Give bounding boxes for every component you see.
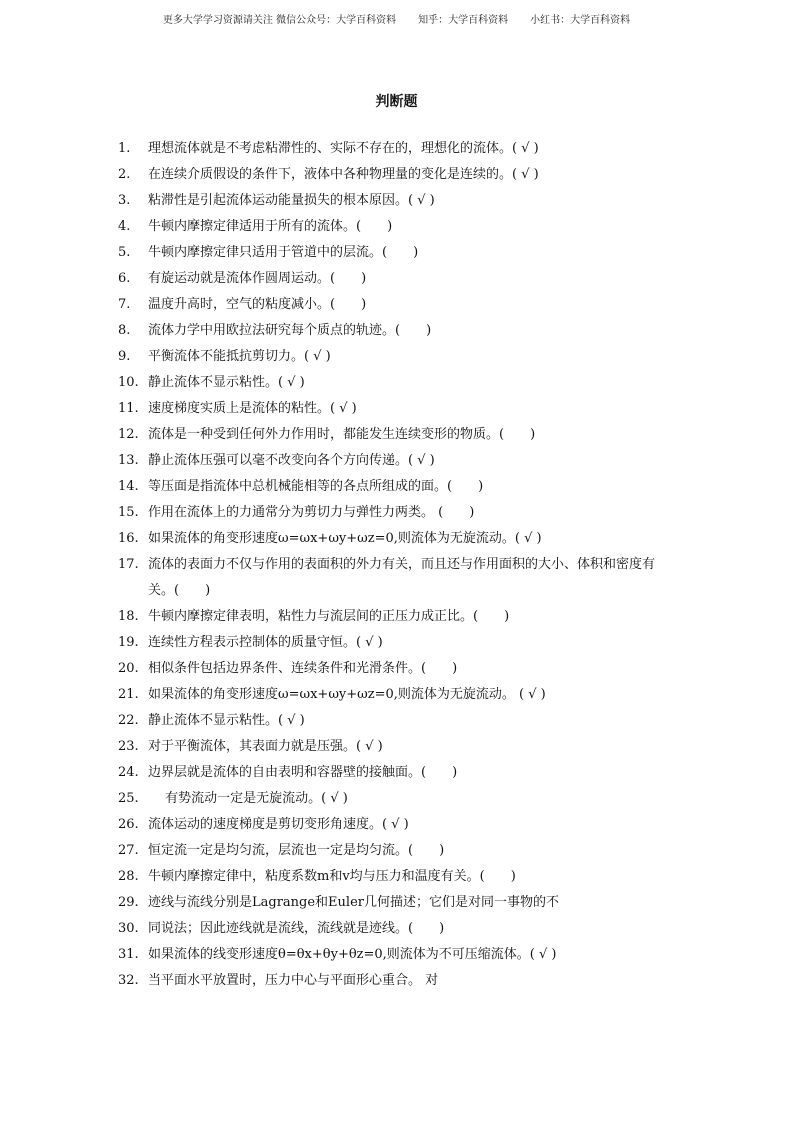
question-number: 32.	[118, 973, 139, 988]
question-text: 作用在流体上的力通常分为剪切力与弹性力两类。 ( )	[148, 505, 475, 520]
question-number: 20.	[118, 661, 139, 676]
question-item	[118, 968, 678, 994]
question-text: 粘滞性是引起流体运动能量损失的根本原因。( √ )	[148, 193, 435, 208]
question-item	[118, 162, 678, 188]
question-number: 23.	[118, 739, 139, 754]
question-text: 有势流动一定是无旋流动。( √ )	[148, 791, 348, 806]
question-number: 3.	[118, 193, 131, 208]
question-text: 牛顿内摩擦定律表明，粘性力与流层间的正压力成正比。( )	[148, 609, 510, 624]
question-item	[118, 760, 678, 786]
question-text: 有旋运动就是流体作圆周运动。( )	[148, 271, 367, 286]
question-number: 8.	[118, 323, 131, 338]
header-wechat: 更多大学学习资源请关注 微信公众号：大学百科资料	[162, 15, 397, 26]
question-number: 18.	[118, 609, 139, 624]
question-item	[118, 266, 678, 292]
question-number: 16.	[118, 531, 139, 546]
question-item	[118, 838, 678, 864]
question-item	[118, 344, 678, 370]
question-text: 牛顿内摩擦定律中，粘度系数m和v均与压力和温度有关。( )	[148, 869, 516, 884]
question-text: 同说法；因此迹线就是流线，流线就是迹线。( )	[148, 921, 445, 936]
question-number: 10.	[118, 375, 139, 390]
question-number: 4.	[118, 219, 131, 234]
question-item	[118, 500, 678, 526]
question-item	[118, 136, 678, 162]
question-text: 理想流体就是不考虑粘滞性的、实际不存在的，理想化的流体。( √ )	[148, 141, 539, 156]
question-item	[118, 526, 678, 552]
question-text: 如果流体的角变形速度ω=ωx+ωy+ωz=0,则流体为无旋流动。 ( √ )	[148, 687, 546, 702]
question-item	[118, 734, 678, 760]
question-text: 静止流体压强可以毫不改变向各个方向传递。( √ )	[148, 453, 435, 468]
question-text: 连续性方程表示控制体的质量守恒。( √ )	[148, 635, 383, 650]
question-item	[118, 214, 678, 240]
question-number: 7.	[118, 297, 131, 312]
question-text: 如果流体的角变形速度ω=ωx+ωy+ωz=0,则流体为无旋流动。( √ )	[148, 531, 542, 546]
question-number: 19.	[118, 635, 139, 650]
question-text: 迹线与流线分别是Lagrange和Euler几何描述；它们是对同一事物的不	[148, 895, 559, 910]
question-number: 9.	[118, 349, 131, 364]
question-text: 牛顿内摩擦定律只适用于管道中的层流。( )	[148, 245, 419, 260]
question-number: 30.	[118, 921, 139, 936]
question-text: 如果流体的线变形速度θ=θx+θy+θz=0,则流体为不可压缩流体。( √ )	[148, 947, 557, 962]
question-text: 温度升高时，空气的粘度减小。( )	[148, 297, 367, 312]
question-text: 静止流体不显示粘性。( √ )	[148, 713, 305, 728]
question-item	[118, 916, 678, 942]
question-item	[118, 630, 678, 656]
question-text: 流体力学中用欧拉法研究每个质点的轨迹。( )	[148, 323, 432, 338]
question-item	[118, 552, 678, 604]
header-zhihu: 知乎：大学百科资料	[418, 15, 509, 26]
question-number: 31.	[118, 947, 139, 962]
question-text: 平衡流体不能抵抗剪切力。( √ )	[148, 349, 331, 364]
question-number: 11.	[118, 401, 139, 416]
question-item	[118, 656, 678, 682]
question-item	[118, 682, 678, 708]
question-item	[118, 188, 678, 214]
question-item	[118, 318, 678, 344]
question-item	[118, 812, 678, 838]
page-title: 判断题	[375, 94, 418, 110]
question-text: 在连续介质假设的条件下，液体中各种物理量的变化是连续的。( √ )	[148, 167, 539, 182]
question-number: 15.	[118, 505, 139, 520]
question-text: 静止流体不显示粘性。( √ )	[148, 375, 305, 390]
question-item	[118, 942, 678, 968]
question-text: 等压面是指流体中总机械能相等的各点所组成的面。( )	[148, 479, 484, 494]
question-number: 2.	[118, 167, 131, 182]
question-list	[118, 136, 678, 994]
question-text: 恒定流一定是均匀流，层流也一定是均匀流。( )	[148, 843, 445, 858]
question-number: 27.	[118, 843, 139, 858]
question-item	[118, 890, 678, 916]
question-number: 21.	[118, 687, 139, 702]
header-xiaohongshu: 小红书：大学百科资料	[530, 15, 631, 26]
question-item	[118, 864, 678, 890]
question-text: 流体是一种受到任何外力作用时，都能发生连续变形的物质。( )	[148, 427, 536, 442]
question-text: 相似条件包括边界条件、连续条件和光滑条件。( )	[148, 661, 458, 676]
question-item	[118, 474, 678, 500]
question-text: 速度梯度实质上是流体的粘性。( √ )	[148, 401, 357, 416]
question-number: 25.	[118, 791, 139, 806]
question-item	[118, 396, 678, 422]
question-number: 24.	[118, 765, 139, 780]
question-number: 13.	[118, 453, 139, 468]
question-item	[118, 240, 678, 266]
page-header	[0, 11, 793, 26]
question-number: 17.	[118, 557, 139, 572]
question-item	[118, 370, 678, 396]
question-number: 5.	[118, 245, 131, 260]
question-number: 6.	[118, 271, 131, 286]
question-item	[118, 604, 678, 630]
question-item	[118, 292, 678, 318]
question-number: 28.	[118, 869, 139, 884]
question-number: 12.	[118, 427, 139, 442]
question-text: 对于平衡流体，其表面力就是压强。( √ )	[148, 739, 383, 754]
question-text: 当平面水平放置时，压力中心与平面形心重合。 对	[148, 973, 439, 988]
question-text: 流体运动的速度梯度是剪切变形角速度。( √ )	[148, 817, 409, 832]
question-number: 22.	[118, 713, 139, 728]
question-item	[118, 422, 678, 448]
question-text: 边界层就是流体的自由表明和容器壁的接触面。( )	[148, 765, 458, 780]
question-item	[118, 708, 678, 734]
question-number: 29.	[118, 895, 139, 910]
question-number: 26.	[118, 817, 139, 832]
question-item	[118, 448, 678, 474]
question-item	[118, 786, 678, 812]
question-number: 14.	[118, 479, 139, 494]
question-number: 1.	[118, 141, 131, 156]
question-text: 流体的表面力不仅与作用的表面积的外力有关，而且还与作用面积的大小、体积和密度有关。( )	[148, 557, 656, 598]
question-text: 牛顿内摩擦定律适用于所有的流体。( )	[148, 219, 393, 234]
